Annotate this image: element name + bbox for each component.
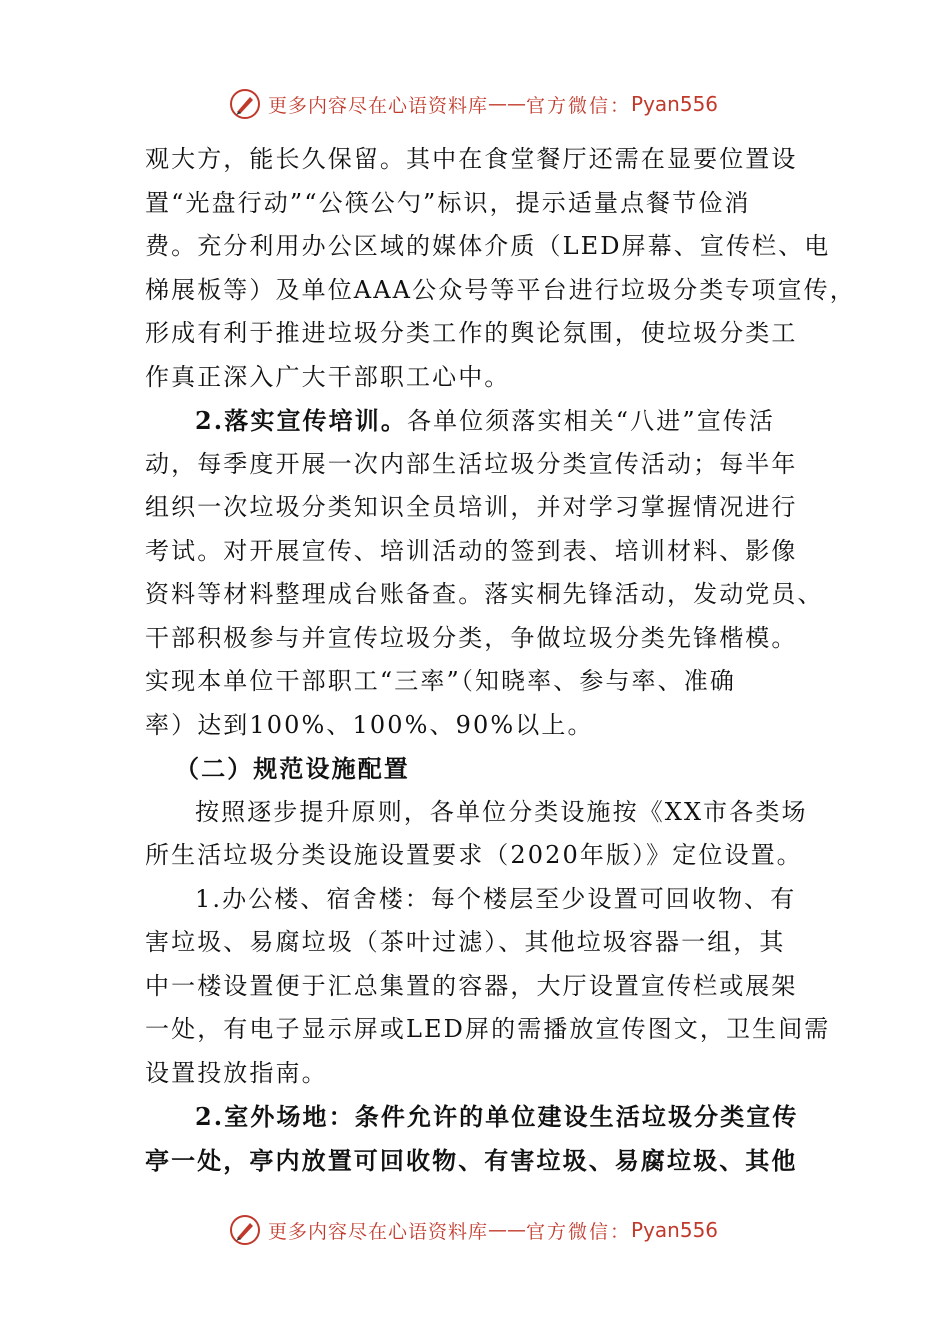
- pen-logo-icon: [228, 87, 262, 121]
- text-line: 按照逐步提升原则，各单位分类设施按《XX市各类场: [195, 797, 808, 826]
- text-line: 害垃圾、易腐垃圾（茶叶过滤）、其他垃圾容器一组，其: [145, 928, 786, 956]
- text-line: 所生活垃圾分类设施设置要求（2020年版）》定位设置。: [145, 841, 803, 869]
- text-line-bold: 亭一处，亭内放置可回收物、有害垃圾、易腐垃圾、其他: [145, 1145, 798, 1175]
- text-line: 设置投放指南。: [145, 1058, 328, 1087]
- text-line: 作真正深入广大干部职工心中。: [145, 362, 511, 391]
- subheading-publicity-training: 2.落实宣传培训。: [195, 406, 407, 435]
- text-line: 率）达到100%、100%、90%以上。: [145, 710, 594, 739]
- text-line: 干部积极参与并宣传垃圾分类，争做垃圾分类先锋楷模。: [145, 623, 798, 652]
- text-line: 1.办公楼、宿舍楼：每个楼层至少设置可回收物、有: [195, 884, 797, 913]
- banner-dash: ——: [488, 1219, 527, 1241]
- banner-dash: ——: [488, 93, 527, 115]
- banner-wechat-label: 官方微信：: [526, 94, 632, 117]
- text-line: 置“光盘行动”“公筷公勺”标识，提示适量点餐节俭消: [145, 188, 751, 217]
- text-line-bold: 2.室外场地：条件允许的单位建设生活垃圾分类宣传: [195, 1102, 799, 1131]
- banner-wechat-id: Pyan556: [631, 92, 719, 116]
- text-line: 梯展板等）及单位AAA公众号等平台进行垃圾分类专项宣传，: [145, 275, 856, 304]
- text-line: 实现本单位干部职工“三率”（知晓率、参与率、准确: [145, 667, 736, 695]
- banner-wechat-id: Pyan556: [631, 1218, 719, 1242]
- text-line: 费。充分利用办公区域的媒体介质（LED屏幕、宣传栏、电: [145, 232, 831, 260]
- text-line: 资料等材料整理成台账备查。落实桐先锋活动，发动党员、: [145, 580, 824, 608]
- text-run: 各单位须落实相关“八进”宣传活: [406, 407, 776, 435]
- text-line: 动，每季度开展一次内部生活垃圾分类宣传活动；每半年: [145, 449, 798, 478]
- text-line: 一处，有电子显示屏或LED屏的需播放宣传图文，卫生间需: [145, 1015, 831, 1043]
- footer-banner: [228, 1210, 718, 1250]
- section-heading: （二）规范设施配置: [175, 754, 410, 783]
- text-line: 中一楼设置便于汇总集置的容器，大厅设置宣传栏或展架: [145, 971, 798, 1000]
- pen-logo-icon: [228, 1213, 262, 1247]
- paragraph-publicity-training: [145, 399, 825, 443]
- text-line: 组织一次垃圾分类知识全员培训，并对学习掌握情况进行: [145, 493, 798, 521]
- text-line: 考试。对开展宣传、培训活动的签到表、培训材料、影像: [145, 536, 798, 565]
- banner-main-text: 更多内容尽在心语资料库: [268, 94, 489, 117]
- banner-main-text: 更多内容尽在心语资料库: [268, 1220, 489, 1243]
- text-line: 形成有利于推进垃圾分类工作的舆论氛围，使垃圾分类工: [145, 319, 798, 347]
- document-body: [145, 138, 856, 1182]
- header-banner: [228, 84, 718, 124]
- banner-wechat-label: 官方微信：: [526, 1220, 632, 1243]
- text-line: 观大方，能长久保留。其中在食堂餐厅还需在显要位置设: [145, 145, 798, 173]
